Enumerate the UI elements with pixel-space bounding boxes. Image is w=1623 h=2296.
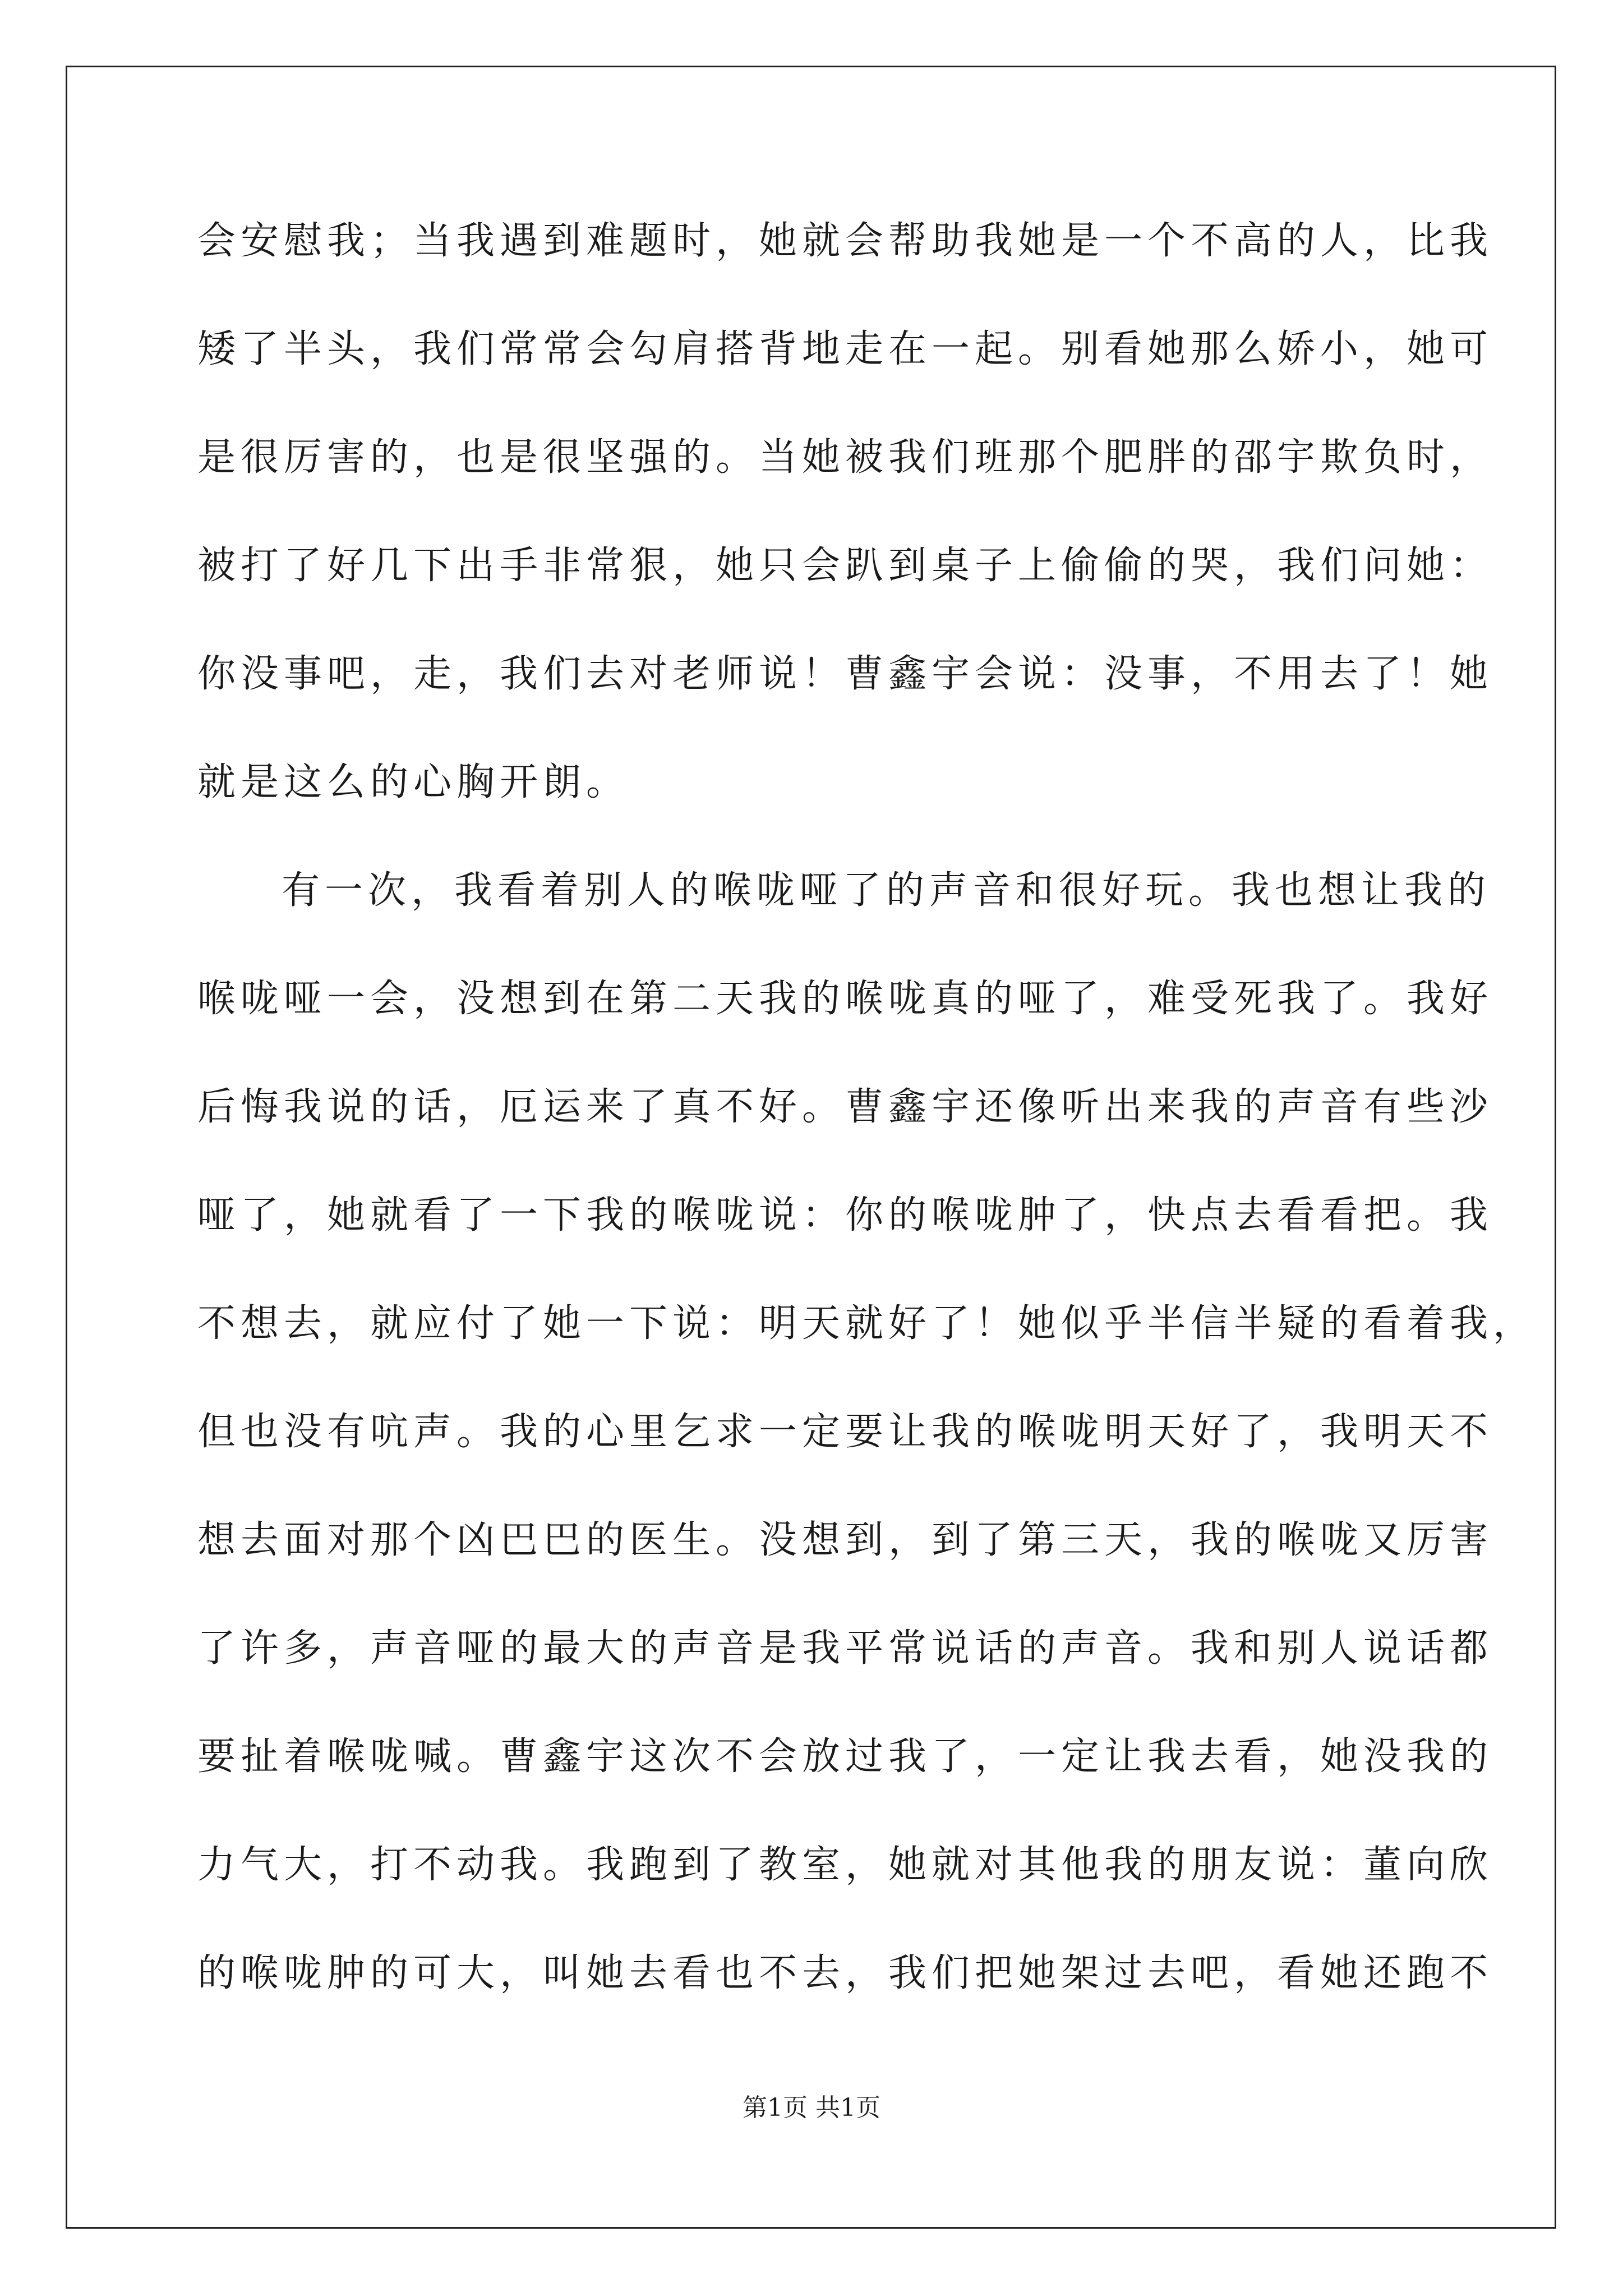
text-line: 会安慰我；当我遇到难题时，她就会帮助我她是一个不高的人，比我: [197, 219, 1493, 263]
text-line: 被打了好几下出手非常狠，她只会趴到桌子上偷偷的哭，我们问她：: [197, 544, 1493, 588]
text-line: 力气大，打不动我。我跑到了教室，她就对其他我的朋友说：董向欣: [197, 1843, 1493, 1887]
text-line: 了许多，声音哑的最大的声音是我平常说话的声音。我和别人说话都: [197, 1626, 1493, 1671]
text-line: 不想去，就应付了她一下说：明天就好了！她似乎半信半疑的看着我，: [197, 1301, 1537, 1346]
page-number-footer: 第1页 共1页: [743, 2093, 880, 2122]
text-line: 矮了半头，我们常常会勾肩搭背地走在一起。别看她那么娇小，她可: [197, 327, 1493, 371]
paragraph-first-line: 有一次，我看着别人的喉咙哑了的声音和很好玩。我也想让我的: [282, 868, 1491, 913]
text-line: 哑了，她就看了一下我的喉咙说：你的喉咙肿了，快点去看看把。我: [197, 1193, 1493, 1237]
text-line: 喉咙哑一会，没想到在第二天我的喉咙真的哑了，难受死我了。我好: [197, 977, 1493, 1021]
text-line: 要扯着喉咙喊。曹鑫宇这次不会放过我了，一定让我去看，她没我的: [197, 1734, 1493, 1779]
text-line: 后悔我说的话，厄运来了真不好。曹鑫宇还像听出来我的声音有些沙: [197, 1085, 1493, 1129]
text-line: 你没事吧，走，我们去对老师说！曹鑫宇会说：没事，不用去了！她: [197, 652, 1493, 696]
text-line: 但也没有吭声。我的心里乞求一定要让我的喉咙明天好了，我明天不: [197, 1410, 1493, 1454]
text-line: 的喉咙肿的可大，叫她去看也不去，我们把她架过去吧，看她还跑不: [197, 1951, 1493, 1995]
text-line: 是很厉害的，也是很坚强的。当她被我们班那个肥胖的邵宇欺负时，: [197, 435, 1493, 480]
document-body: [197, 208, 1537, 2048]
text-line: 就是这么的心胸开朗。: [197, 760, 630, 804]
text-line: 想去面对那个凶巴巴的医生。没想到，到了第三天，我的喉咙又厉害: [197, 1518, 1493, 1562]
